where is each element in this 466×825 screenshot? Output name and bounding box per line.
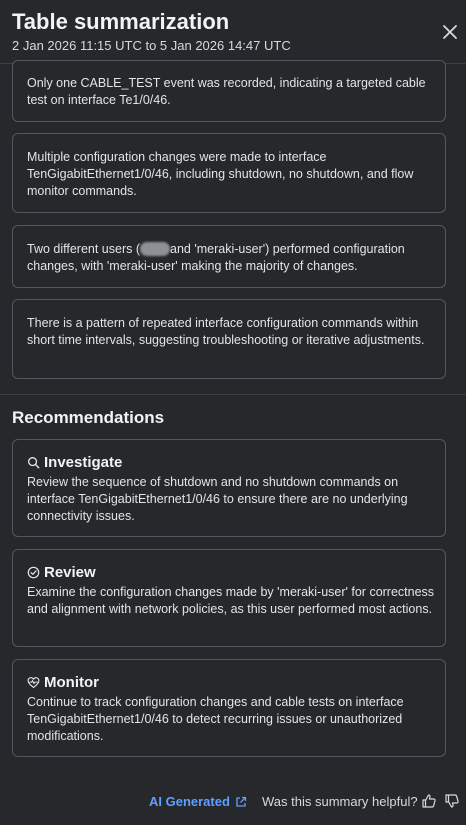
panel-header xyxy=(0,0,466,64)
helpful-question: Was this summary helpful? xyxy=(262,794,418,809)
insight-text: There is a pattern of repeated interface configuration commands within short time intervals, suggesting troubleshooting or iterative adjustments. xyxy=(27,316,425,347)
thumbs-up-icon xyxy=(421,793,437,809)
recommendation-title: Investigate xyxy=(44,454,123,471)
recommendation-title: Monitor xyxy=(44,674,99,691)
redacted-username xyxy=(140,242,170,256)
close-icon xyxy=(440,22,460,42)
thumbs-up-button[interactable] xyxy=(421,793,437,809)
ai-generated-link[interactable] xyxy=(149,794,247,809)
insight-text-start: Two different users ( xyxy=(27,242,141,256)
ai-generated-label: AI Generated xyxy=(149,794,230,809)
check-circle-icon xyxy=(27,566,40,579)
insight-text-end: and 'meraki-user') performed configuration changes, with 'meraki-user' making the majority of changes. xyxy=(27,242,405,273)
close-button[interactable] xyxy=(440,22,460,42)
date-range: 2 Jan 2026 11:15 UTC to 5 Jan 2026 14:47 UTC xyxy=(12,38,291,53)
recommendation-body: Continue to track configuration changes and cable tests on interface TenGigabitEthernet1/0/46 to detect recurring issues or unauthorized modifications. xyxy=(27,695,404,743)
insight-text: Only one CABLE_TEST event was recorded, indicating a targeted cable test on interface Te1/0/46. xyxy=(27,76,426,107)
recommendation-card-review xyxy=(12,549,446,647)
insight-card xyxy=(12,133,446,213)
magnifier-icon xyxy=(27,456,40,469)
recommendation-card-monitor xyxy=(12,659,446,757)
insight-card xyxy=(12,225,446,288)
recommendation-body: Examine the configuration changes made by 'meraki-user' for correctness and alignment with network policies, as this user performed most actions. xyxy=(27,585,435,616)
insight-text: Multiple configuration changes were made to interface TenGigabitEthernet1/0/46, including shutdown, no shutdown, and flow monitor commands. xyxy=(27,150,414,198)
external-link-icon xyxy=(235,796,247,808)
insight-card xyxy=(12,60,446,122)
recommendation-card-investigate xyxy=(12,439,446,537)
page-title: Table summarization xyxy=(12,9,230,34)
section-divider xyxy=(0,394,466,395)
recommendation-body: Review the sequence of shutdown and no shutdown commands on interface TenGigabitEthernet1/0/46 to ensure there are no underlying connectivity issues. xyxy=(27,475,408,523)
insight-card xyxy=(12,299,446,379)
heart-monitor-icon xyxy=(27,676,40,689)
thumbs-down-icon xyxy=(444,793,460,809)
recommendation-title: Review xyxy=(44,564,96,581)
recommendations-heading: Recommendations xyxy=(12,408,165,427)
thumbs-down-button[interactable] xyxy=(444,793,460,809)
panel-footer xyxy=(0,790,466,814)
insight-text xyxy=(27,241,435,275)
